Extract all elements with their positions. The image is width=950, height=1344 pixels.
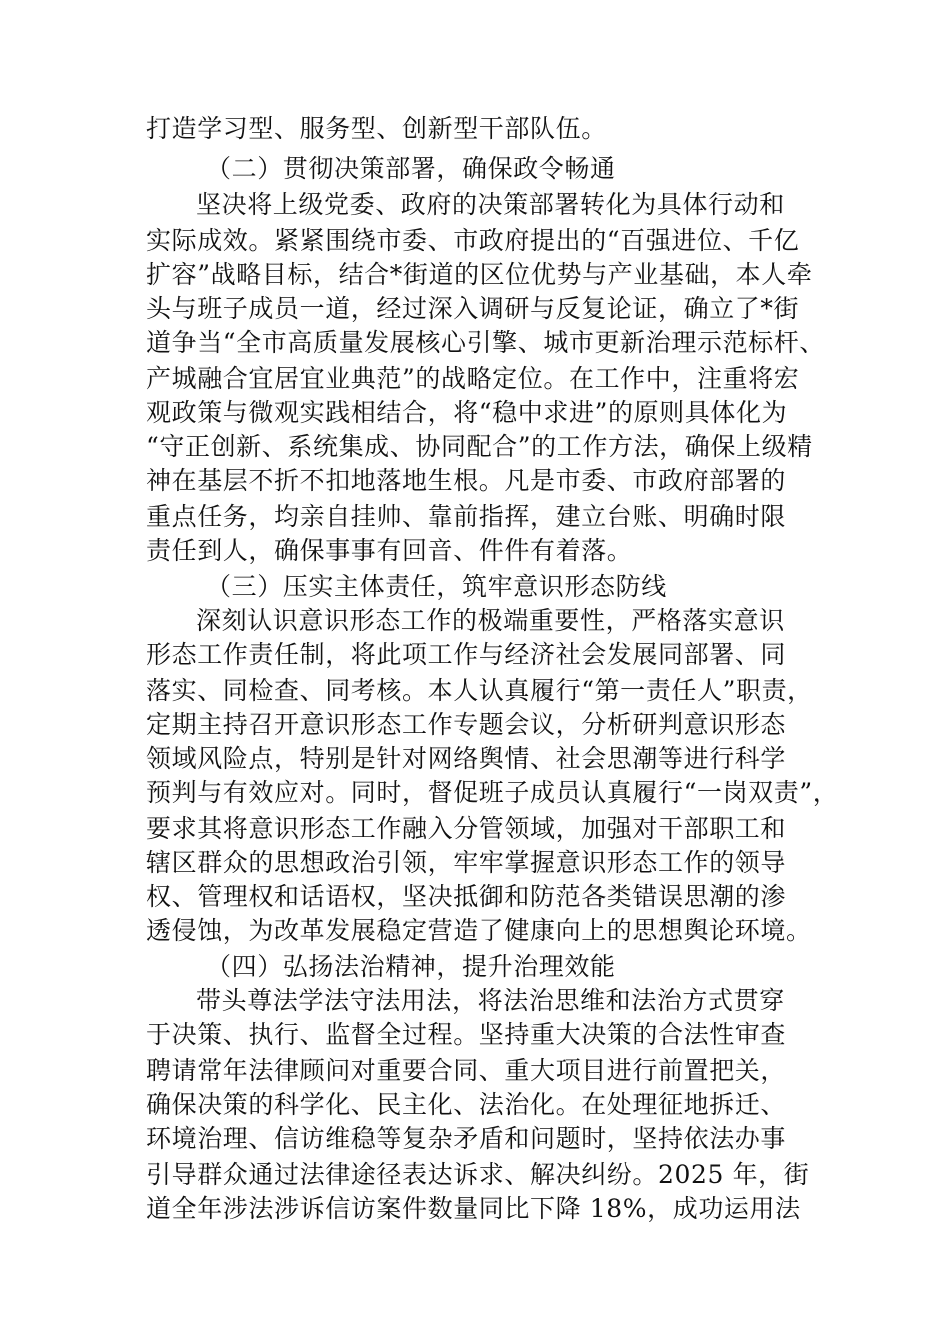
body-line: 预判与有效应对。同时，督促班子成员认真履行“一岗双责”， — [146, 778, 839, 807]
body-line: 确保决策的科学化、民主化、法治化。在处理征地拆迁、 — [146, 1090, 787, 1119]
body-line: 打造学习型、服务型、创新型干部队伍。 — [146, 114, 607, 143]
paragraph-first-line: 坚决将上级党委、政府的决策部署转化为具体行动和 — [196, 190, 785, 219]
body-line: 神在基层不折不扣地落地生根。凡是市委、市政府部署的 — [146, 466, 787, 495]
body-line: 于决策、执行、监督全过程。坚持重大决策的合法性审查 — [146, 1020, 787, 1049]
body-line: 要求其将意识形态工作融入分管领域，加强对干部职工和 — [146, 814, 787, 843]
section-heading: （三）压实主体责任，筑牢意识形态防线 — [206, 572, 667, 601]
body-line: 重点任务，均亲自挂帅、靠前指挥，建立台账、明确时限 — [146, 502, 787, 531]
paragraph-first-line: 深刻认识意识形态工作的极端重要性，严格落实意识 — [196, 606, 785, 635]
paragraph-first-line: 带头尊法学法守法用法，将法治思维和法治方式贯穿 — [196, 986, 785, 1015]
body-line: 环境治理、信访维稳等复杂矛盾和问题时，坚持依法办事 — [146, 1124, 787, 1153]
body-line: “守正创新、系统集成、协同配合”的工作方法，确保上级精 — [146, 432, 813, 461]
body-line: 引导群众通过法律途径表达诉求、解决纠纷。2025 年，街 — [146, 1160, 810, 1189]
body-line: 责任到人，确保事事有回音、件件有着落。 — [146, 536, 633, 565]
body-line: 实际成效。紧紧围绕市委、市政府提出的“百强进位、千亿 — [146, 226, 800, 255]
body-line: 形态工作责任制，将此项工作与经济社会发展同部署、同 — [146, 640, 787, 669]
body-line: 透侵蚀，为改革发展稳定营造了健康向上的思想舆论环境。 — [146, 916, 812, 945]
body-line: 权、管理权和话语权，坚决抵御和防范各类错误思潮的渗 — [146, 882, 787, 911]
section-heading: （四）弘扬法治精神，提升治理效能 — [206, 952, 616, 981]
body-line: 道争当“全市高质量发展核心引擎、城市更新治理示范标杆、 — [146, 328, 825, 357]
body-line: 定期主持召开意识形态工作专题会议，分析研判意识形态 — [146, 710, 787, 739]
body-line: 头与班子成员一道，经过深入调研与反复论证，确立了*街 — [146, 294, 800, 323]
body-line: 道全年涉法涉诉信访案件数量同比下降 18%，成功运用法 — [146, 1194, 801, 1223]
body-line: 领域风险点，特别是针对网络舆情、社会思潮等进行科学 — [146, 744, 787, 773]
body-line: 产城融合宜居宜业典范”的战略定位。在工作中，注重将宏 — [146, 364, 800, 393]
body-line: 扩容”战略目标，结合*街道的区位优势与产业基础，本人牵 — [146, 260, 813, 289]
body-line: 辖区群众的思想政治引领，牢牢掌握意识形态工作的领导 — [146, 848, 787, 877]
body-line: 聘请常年法律顾问对重要合同、重大项目进行前置把关， — [146, 1056, 787, 1085]
body-line: 观政策与微观实践相结合，将“稳中求进”的原则具体化为 — [146, 398, 788, 427]
section-heading: （二）贯彻决策部署，确保政令畅通 — [206, 154, 616, 183]
body-line: 落实、同检查、同考核。本人认真履行“第一责任人”职责， — [146, 676, 813, 705]
